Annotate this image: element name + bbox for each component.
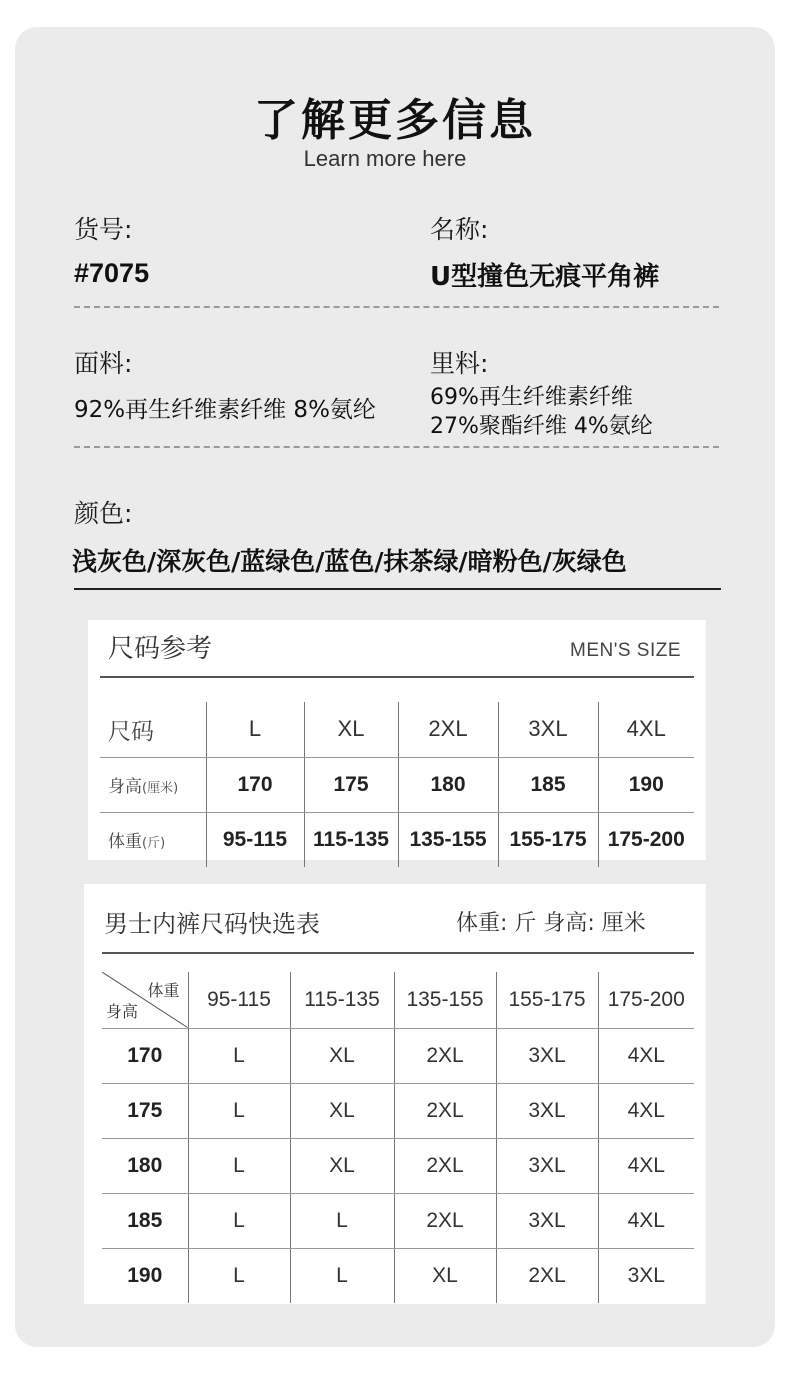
corner-weight-label: 体重 bbox=[147, 981, 180, 1000]
size-cell: 3XL bbox=[496, 1193, 598, 1248]
row-height: 185 bbox=[102, 1193, 188, 1248]
column-header: 95-115 bbox=[188, 972, 290, 1028]
table-row bbox=[100, 812, 694, 867]
row-header-label: 身高 bbox=[108, 777, 142, 797]
weight-cell: 115-135 bbox=[304, 812, 398, 867]
color-label: 颜色: bbox=[74, 499, 133, 528]
size-ref-label: MEN'S SIZE bbox=[570, 640, 682, 661]
quick-table-title: 男士内裤尺码快选表 bbox=[104, 910, 320, 938]
size-cell: 2XL bbox=[394, 1028, 496, 1083]
table-row bbox=[102, 1083, 694, 1138]
row-height: 170 bbox=[102, 1028, 188, 1083]
lining-value-1: 69%再生纤维素纤维 bbox=[430, 385, 633, 410]
size-cell: L bbox=[290, 1248, 394, 1303]
size-cell: L bbox=[206, 702, 304, 757]
page-title: 了解更多信息 bbox=[254, 95, 536, 146]
fabric-value: 92%再生纤维素纤维 8%氨纶 bbox=[74, 397, 376, 423]
size-cell: XL bbox=[290, 1138, 394, 1193]
quick-size-table bbox=[102, 972, 694, 1303]
size-cell: 2XL bbox=[394, 1138, 496, 1193]
weight-cell: 155-175 bbox=[498, 812, 598, 867]
table-row bbox=[102, 1138, 694, 1193]
size-cell: L bbox=[188, 1028, 290, 1083]
size-cell: L bbox=[188, 1193, 290, 1248]
table-row bbox=[102, 1248, 694, 1303]
quick-table-units: 体重: 斤 身高: 厘米 bbox=[456, 911, 646, 936]
row-height: 175 bbox=[102, 1083, 188, 1138]
size-reference-panel bbox=[88, 620, 706, 860]
page-subtitle: Learn more here bbox=[303, 146, 467, 171]
divider bbox=[74, 446, 719, 448]
row-header-label: 体重 bbox=[108, 832, 142, 853]
row-header-unit: (斤) bbox=[142, 836, 166, 852]
table-row bbox=[100, 702, 694, 757]
table-row bbox=[102, 1193, 694, 1248]
size-cell: 4XL bbox=[598, 1083, 694, 1138]
corner-cell bbox=[102, 972, 188, 1028]
weight-cell: 95-115 bbox=[206, 812, 304, 867]
size-cell: L bbox=[188, 1248, 290, 1303]
size-cell: XL bbox=[290, 1028, 394, 1083]
column-header: 155-175 bbox=[496, 972, 598, 1028]
size-cell: L bbox=[188, 1138, 290, 1193]
size-cell: 3XL bbox=[627, 1263, 665, 1287]
size-cell: 3XL bbox=[498, 702, 598, 757]
size-cell: L bbox=[188, 1083, 290, 1138]
size-cell: 2XL bbox=[398, 702, 498, 757]
height-cell: 170 bbox=[206, 757, 304, 812]
lining-value-2: 27%聚酯纤维 4%氨纶 bbox=[430, 414, 653, 439]
height-cell: 185 bbox=[498, 757, 598, 812]
height-cell: 190 bbox=[598, 757, 694, 812]
weight-cell: 135-155 bbox=[398, 812, 498, 867]
color-value: 浅灰色/深灰色/蓝绿色/蓝色/抹茶绿/暗粉色/灰绿色 bbox=[72, 547, 627, 576]
table-row bbox=[100, 757, 694, 812]
column-header: 115-135 bbox=[290, 972, 394, 1028]
item-no-value: #7075 bbox=[74, 258, 150, 288]
panel-rule bbox=[102, 952, 694, 954]
row-header-unit: (厘米) bbox=[142, 781, 179, 796]
column-header: 135-155 bbox=[394, 972, 496, 1028]
name-label: 名称: bbox=[430, 215, 489, 244]
row-header: 尺码 bbox=[100, 702, 206, 757]
table-header-row bbox=[102, 972, 694, 1028]
size-cell: XL bbox=[290, 1083, 394, 1138]
size-cell: 2XL bbox=[394, 1193, 496, 1248]
table-row bbox=[102, 1028, 694, 1083]
row-height: 190 bbox=[102, 1248, 188, 1303]
size-cell: 3XL bbox=[496, 1138, 598, 1193]
row-header bbox=[100, 757, 206, 812]
size-cell: 4XL bbox=[598, 702, 694, 757]
size-cell: 4XL bbox=[598, 1193, 694, 1248]
size-cell: XL bbox=[304, 702, 398, 757]
size-cell: 2XL bbox=[496, 1248, 598, 1303]
item-no-label: 货号: bbox=[74, 215, 133, 244]
size-cell: L bbox=[290, 1193, 394, 1248]
divider bbox=[74, 306, 719, 308]
size-reference-table bbox=[100, 702, 694, 867]
size-cell: XL bbox=[394, 1248, 496, 1303]
divider bbox=[74, 588, 721, 590]
size-cell: 2XL bbox=[394, 1083, 496, 1138]
lining-label: 里料: bbox=[430, 349, 489, 378]
panel-rule bbox=[100, 676, 694, 678]
fabric-label: 面料: bbox=[74, 349, 133, 378]
size-ref-title: 尺码参考 bbox=[108, 634, 213, 664]
row-height: 180 bbox=[102, 1138, 188, 1193]
weight-cell: 175-200 bbox=[607, 827, 685, 851]
corner-height-label: 身高 bbox=[106, 1001, 139, 1021]
height-cell: 175 bbox=[304, 757, 398, 812]
size-cell: 4XL bbox=[598, 1028, 694, 1083]
size-cell: 4XL bbox=[598, 1138, 694, 1193]
size-cell: 3XL bbox=[496, 1028, 598, 1083]
quick-size-panel bbox=[84, 884, 706, 1304]
height-cell: 180 bbox=[398, 757, 498, 812]
row-header bbox=[100, 812, 206, 867]
column-header: 175-200 bbox=[598, 972, 694, 1028]
name-value: U型撞色无痕平角裤 bbox=[430, 262, 660, 292]
size-cell: 3XL bbox=[496, 1083, 598, 1138]
